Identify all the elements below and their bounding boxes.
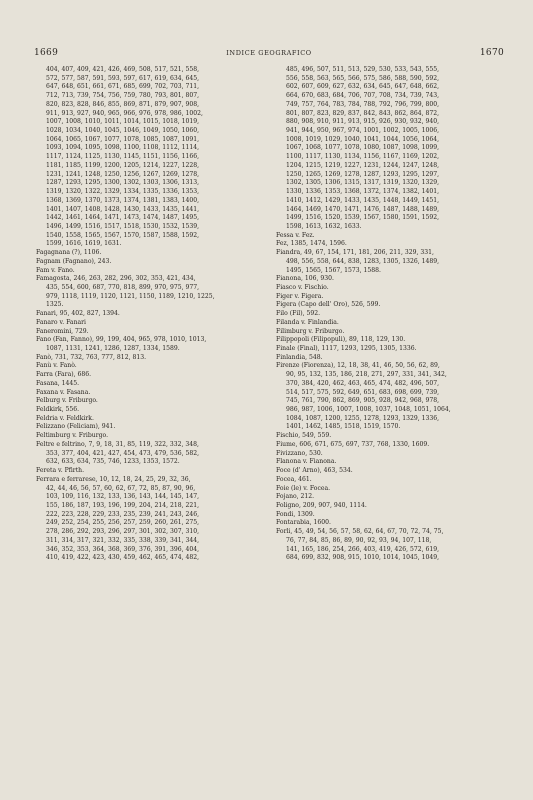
- index-continuation-line: 664, 670, 683, 684, 706, 707, 708, 734, 739, 743,: [286, 92, 440, 100]
- index-continuation-line: 1598, 1613, 1632, 1633.: [286, 222, 362, 230]
- index-continuation-line: 353, 377, 404, 421, 427, 454, 473, 479, 536, 582,: [46, 449, 200, 457]
- index-continuation-line: 1442, 1461, 1464, 1471, 1473, 1474, 1487, 1495,: [46, 214, 200, 222]
- index-entry: Fiasco v. Fischio.: [276, 283, 329, 291]
- index-continuation-line: 986, 987, 1006, 1007, 1008, 1037, 1048, 1051, 1064,: [286, 406, 451, 414]
- index-continuation-line: 801, 807, 823, 829, 837, 842, 843, 862, 864, 872,: [286, 109, 440, 117]
- index-entry: Famagosta, 246, 263, 282, 296, 302, 353, 421, 434,: [36, 275, 196, 283]
- index-entry: Figera (Capo dell' Oro), 526, 599.: [276, 301, 381, 309]
- index-continuation-line: 155, 186, 187, 193, 196, 199, 204, 214, 218, 221,: [46, 501, 200, 509]
- index-continuation-line: 911, 913, 927, 940, 965, 966, 976, 978, 986, 1002,: [46, 109, 203, 117]
- index-continuation-line: 278, 286, 292, 293, 296, 297, 301, 302, 307, 310,: [46, 528, 200, 536]
- index-continuation-line: 404, 407, 409, 421, 426, 469, 508, 517, 521, 558,: [46, 66, 200, 73]
- left-index-column: [36, 66, 264, 563]
- running-title: INDICE GEOGRAFICO: [226, 49, 312, 57]
- index-entry: Fereta v. Pfirth.: [36, 467, 85, 475]
- index-continuation-line: 1368, 1369, 1370, 1373, 1374, 1381, 1383, 1400,: [46, 196, 200, 204]
- index-entry: Fez, 1385, 1474, 1596.: [276, 240, 347, 248]
- index-continuation-line: 1495, 1565, 1567, 1573, 1588.: [286, 266, 381, 274]
- index-continuation-line: 346, 352, 353, 364, 368, 369, 376, 391, 396, 404,: [46, 545, 200, 553]
- index-entry: Fiandra, 49, 67, 154, 171, 181, 206, 211, 329, 331,: [276, 249, 434, 257]
- index-continuation-line: 1181, 1185, 1199, 1200, 1205, 1214, 1227, 1228,: [46, 161, 200, 169]
- index-continuation-line: 1499, 1516, 1520, 1539, 1567, 1580, 1591, 1592,: [286, 214, 440, 222]
- index-continuation-line: 1117, 1124, 1125, 1130, 1145, 1151, 1156, 1166,: [46, 153, 200, 161]
- index-continuation-line: 979, 1118, 1119, 1120, 1121, 1150, 1189, 1210, 1225,: [46, 292, 215, 300]
- index-continuation-line: 1231, 1241, 1248, 1250, 1256, 1267, 1269, 1278,: [46, 170, 200, 178]
- index-entry: Fanò, 731, 732, 763, 777, 812, 813.: [36, 353, 147, 361]
- index-continuation-line: 370, 384, 420, 462, 463, 465, 474, 482, 496, 507,: [286, 379, 440, 387]
- index-continuation-line: 90, 95, 132, 135, 186, 218, 271, 297, 331, 341, 342,: [286, 371, 447, 379]
- index-entry: Fojano, 212.: [276, 493, 315, 501]
- index-entry: Feltimburg v. Friburgo.: [36, 432, 109, 440]
- index-continuation-line: 1325.: [46, 301, 64, 309]
- index-entry: Fano (Fan, Fanno), 99, 199, 404, 965, 978, 1010, 1013,: [36, 336, 207, 344]
- index-entry: Felizzano (Feliciam), 941.: [36, 423, 116, 431]
- index-continuation-line: 1067, 1068, 1077, 1078, 1080, 1087, 1098, 1099,: [286, 144, 440, 152]
- index-continuation-line: 556, 558, 563, 565, 566, 575, 586, 588, 590, 592,: [286, 74, 440, 82]
- index-entry: Foce (d' Arno), 463, 534.: [276, 467, 353, 475]
- index-entry: Fondi, 1309.: [276, 510, 315, 518]
- index-continuation-line: 745, 761, 790, 862, 869, 905, 928, 942, 968, 978,: [286, 397, 440, 405]
- index-entry: Fianona, 106, 930.: [276, 275, 334, 283]
- index-continuation-line: 1540, 1558, 1565, 1567, 1570, 1587, 1588, 1592,: [46, 231, 200, 239]
- index-continuation-line: 1007, 1008, 1010, 1011, 1014, 1015, 1018, 1019,: [46, 118, 200, 126]
- index-continuation-line: 42, 44, 46, 56, 57, 60, 62, 67, 72, 85, 87, 90, 96,: [46, 484, 196, 492]
- index-entry: Fischio, 549, 559.: [276, 432, 332, 440]
- index-entry: Faneromini, 729.: [36, 327, 89, 335]
- index-continuation-line: 1028, 1034, 1040, 1045, 1046, 1049, 1050, 1060,: [46, 127, 200, 135]
- index-continuation-line: 820, 823, 828, 846, 855, 869, 871, 879, 907, 908,: [46, 100, 200, 108]
- index-continuation-line: 1287, 1293, 1295, 1300, 1302, 1303, 1306, 1313,: [46, 179, 200, 187]
- index-continuation-line: 1599, 1616, 1619, 1631.: [46, 240, 122, 248]
- index-entry: Filo (Fil), 592.: [276, 310, 321, 318]
- index-continuation-line: 1084, 1087, 1200, 1255, 1278, 1293, 1329, 1336,: [286, 414, 440, 422]
- index-continuation-line: 1064, 1065, 1067, 1077, 1078, 1085, 1087, 1091,: [46, 135, 200, 143]
- index-continuation-line: 435, 554, 600, 687, 770, 818, 899, 970, 975, 977,: [46, 283, 200, 291]
- index-continuation-line: 572, 577, 587, 591, 593, 597, 617, 619, 634, 645,: [46, 74, 200, 82]
- index-continuation-line: 1410, 1412, 1429, 1433, 1435, 1448, 1449, 1451,: [286, 196, 440, 204]
- right-page-number: 1670: [479, 48, 504, 58]
- index-continuation-line: 311, 314, 317, 321, 332, 335, 338, 339, 341, 344,: [46, 536, 200, 544]
- index-entry: Fivizzano, 530.: [276, 449, 323, 457]
- index-continuation-line: 1464, 1469, 1470, 1471, 1476, 1487, 1488, 1489,: [286, 205, 440, 213]
- index-continuation-line: 514, 517, 575, 592, 649, 651, 683, 698, 699, 739,: [286, 388, 440, 396]
- index-continuation-line: 141, 165, 186, 254, 266, 403, 419, 426, 572, 619,: [286, 545, 440, 553]
- index-entry: Firenze (Fiorenza), 12, 18, 38, 41, 46, 50, 56, 62, 89,: [276, 362, 440, 370]
- index-entry: Finale (Final), 1117, 1293, 1295, 1305, 1336.: [276, 345, 417, 352]
- index-continuation-line: 1087, 1131, 1241, 1286, 1287, 1334, 1589.: [46, 345, 180, 352]
- index-continuation-line: 1100, 1117, 1130, 1134, 1156, 1167, 1169, 1202,: [286, 153, 440, 161]
- index-entry: Forli, 45, 49, 54, 56, 57, 58, 62, 64, 67, 70, 72, 74, 75,: [276, 528, 444, 536]
- index-continuation-line: 485, 496, 507, 511, 513, 529, 530, 533, 543, 555,: [286, 66, 440, 73]
- index-entry: Foie (le) v. Focea.: [276, 484, 331, 492]
- index-entry: Feldkirk, 556.: [36, 406, 80, 414]
- index-entry: Fasana, 1445.: [36, 379, 80, 387]
- index-entry: Fanari, 95, 402, 827, 1394.: [36, 310, 120, 318]
- index-continuation-line: 1250, 1265, 1269, 1278, 1287, 1293, 1295, 1297,: [286, 170, 440, 178]
- index-entry: Fessa v. Fez.: [276, 231, 315, 239]
- index-entry: Faxana v. Fasana.: [36, 388, 91, 396]
- right-index-column: [276, 66, 504, 563]
- index-entry: Fanaro v. Fanari: [36, 318, 86, 326]
- index-entry: Figer v. Figera.: [276, 292, 324, 300]
- index-entry: Finlandia, 548.: [276, 353, 323, 361]
- index-entry: Feltre e feltrino, 7, 9, 18, 31, 85, 119, 322, 332, 348,: [36, 440, 199, 448]
- index-entry: Fanù v. Fanò.: [36, 362, 77, 370]
- index-continuation-line: 410, 419, 422, 423, 430, 459, 462, 465, 474, 482,: [46, 554, 200, 562]
- index-continuation-line: 1204, 1215, 1219, 1227, 1231, 1244, 1247, 1248,: [286, 161, 440, 169]
- index-continuation-line: 749, 757, 764, 783, 784, 788, 792, 796, 799, 800,: [286, 100, 440, 108]
- index-continuation-line: 1496, 1499, 1516, 1517, 1518, 1530, 1532, 1539,: [46, 222, 200, 230]
- index-entry: Filimburg v. Friburgo.: [276, 327, 345, 335]
- index-continuation-line: 1330, 1336, 1353, 1368, 1372, 1374, 1382, 1401,: [286, 188, 440, 196]
- index-entry: Fagagnana (?), 1106.: [36, 249, 102, 257]
- index-entry: Fagnam (Fagnano), 243.: [36, 257, 112, 265]
- index-entry: Fam v. Fano.: [36, 266, 75, 274]
- index-entry: Foligno, 209, 907, 940, 1114.: [276, 501, 367, 509]
- index-continuation-line: 498, 556, 558, 644, 838, 1283, 1305, 1326, 1489,: [286, 257, 440, 265]
- index-continuation-line: 222, 223, 228, 229, 233, 235, 239, 241, 243, 246,: [46, 510, 200, 518]
- index-continuation-line: 103, 109, 116, 132, 133, 136, 143, 144, 145, 147,: [46, 493, 200, 501]
- index-continuation-line: 880, 908, 910, 911, 913, 915, 926, 930, 932, 940,: [286, 118, 440, 126]
- index-entry: Flanona v. Fianona.: [276, 458, 337, 466]
- index-continuation-line: 1401, 1407, 1408, 1428, 1430, 1433, 1435, 1441,: [46, 205, 200, 213]
- index-entry: Feldria v. Feldkirk.: [36, 414, 94, 422]
- index-continuation-line: 684, 699, 832, 908, 915, 1010, 1014, 1045, 1049,: [286, 554, 440, 562]
- index-continuation-line: 941, 944, 950, 967, 974, 1001, 1002, 1005, 1006,: [286, 127, 440, 135]
- page-header: [34, 48, 504, 62]
- index-continuation-line: 1319, 1320, 1322, 1329, 1334, 1335, 1336, 1353,: [46, 188, 200, 196]
- index-continuation-line: 1008, 1019, 1029, 1040, 1041, 1044, 1056, 1064,: [286, 135, 440, 143]
- index-continuation-line: 647, 648, 651, 661, 671, 685, 699, 702, 703, 711,: [46, 83, 200, 91]
- index-continuation-line: 1401, 1462, 1485, 1518, 1519, 1570.: [286, 423, 401, 431]
- index-entry: Ferrara e ferrarese, 10, 12, 18, 24, 25, 29, 32, 36,: [36, 475, 191, 483]
- index-continuation-line: 76, 77, 84, 85, 86, 89, 90, 92, 93, 94, 107, 118,: [286, 536, 432, 544]
- index-entry: Fiume, 606, 671, 675, 697, 737, 768, 1330, 1609.: [276, 440, 430, 448]
- index-continuation-line: 1302, 1305, 1306, 1315, 1317, 1319, 1320, 1329,: [286, 179, 440, 187]
- index-continuation-line: 602, 607, 609, 627, 632, 634, 645, 647, 648, 662,: [286, 83, 440, 91]
- index-entry: Farra (Fara), 686.: [36, 371, 92, 379]
- left-page-number: 1669: [34, 48, 59, 58]
- index-entry: Filanda v. Finlandia.: [276, 318, 339, 326]
- index-entry: Filippopoli (Filipopuli), 89, 118, 129, 130.: [276, 336, 406, 344]
- index-continuation-line: 712, 713, 739, 754, 756, 759, 780, 793, 801, 807,: [46, 92, 200, 100]
- index-continuation-line: 1093, 1094, 1095, 1098, 1100, 1108, 1112, 1114,: [46, 144, 200, 152]
- index-entry: Felburg v. Friburgo.: [36, 397, 98, 405]
- index-continuation-line: 249, 252, 254, 255, 256, 257, 259, 260, 261, 275,: [46, 519, 200, 527]
- index-entry: Focea, 461.: [276, 475, 312, 483]
- index-entry: Fontarabia, 1600.: [276, 519, 331, 527]
- index-continuation-line: 632, 633, 634, 735, 746, 1233, 1353, 1572.: [46, 458, 180, 466]
